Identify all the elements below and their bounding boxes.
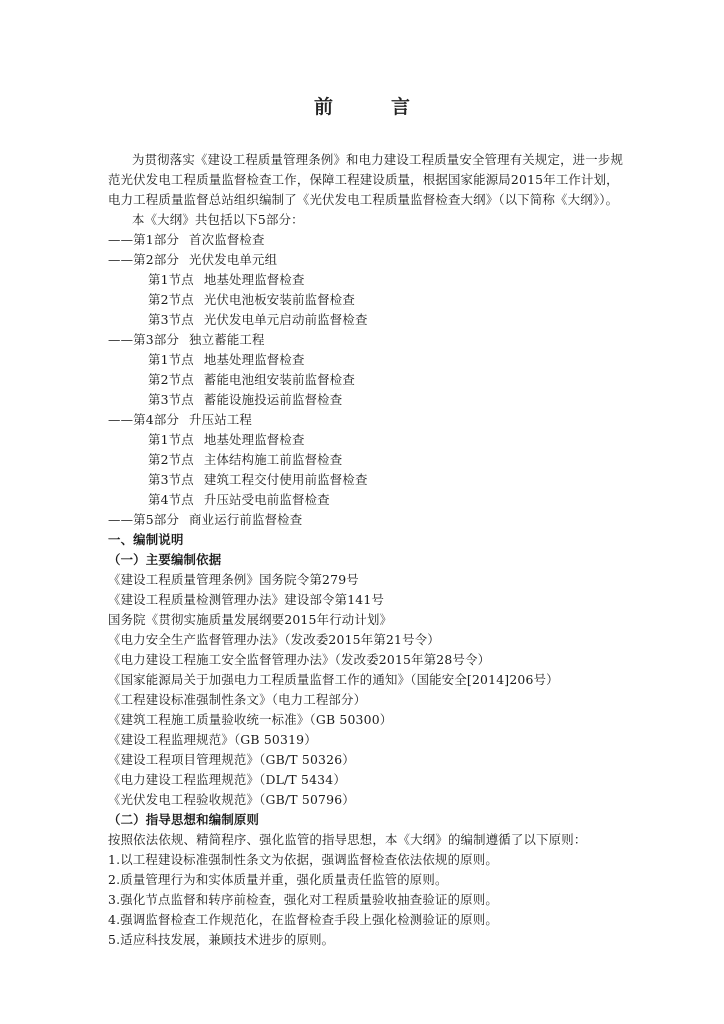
- basis-list: [108, 570, 628, 810]
- basis-item: 《建设工程监理规范》（GB 50319）: [108, 732, 317, 747]
- basis-item: 《国家能源局关于加强电力工程质量监督工作的通知》（国能安全[2014]206号）: [108, 672, 559, 687]
- outline-item: 第2节点 蓄能电池组安装前监督检查: [148, 372, 355, 387]
- basis-item: 《建设工程项目管理规范》（GB/T 50326）: [108, 752, 355, 767]
- outline-item: 第2节点 主体结构施工前监督检查: [148, 452, 343, 467]
- outline-item: ——第5部分 商业运行前监督检查: [108, 512, 303, 527]
- outline-item: 第1节点 地基处理监督检查: [148, 432, 305, 447]
- basis-item: 《电力建设工程施工安全监督管理办法》（发改委2015年第28号令）: [108, 652, 491, 667]
- outline-item: 第3节点 光伏发电单元启动前监督检查: [148, 312, 368, 327]
- basis-item: 《建设工程质量检测管理办法》建设部令第141号: [108, 592, 385, 607]
- title-part-2: 言: [391, 96, 411, 118]
- basis-item: 《工程建设标准强制性条文》（电力工程部分）: [108, 692, 367, 707]
- principle-item: 3.强化节点监督和转序前检查，强化对工程质量验收抽查验证的原则。: [108, 892, 498, 907]
- subsection-heading: （一）主要编制依据: [108, 552, 222, 567]
- outline-item: ——第1部分 首次监督检查: [108, 232, 265, 247]
- outline-item: 第1节点 地基处理监督检查: [148, 352, 305, 367]
- outline-item: 第4节点 升压站受电前监督检查: [148, 492, 330, 507]
- outline-item: 第3节点 建筑工程交付使用前监督检查: [148, 472, 368, 487]
- outline-item: 第3节点 蓄能设施投运前监督检查: [148, 392, 343, 407]
- basis-item: 《建设工程质量管理条例》国务院令第279号: [108, 572, 359, 587]
- principle-item: 5.适应科技发展，兼顾技术进步的原则。: [108, 932, 335, 947]
- principle-item: 2.质量管理行为和实体质量并重，强化质量责任监管的原则。: [108, 872, 448, 887]
- basis-item: 《建筑工程施工质量验收统一标准》（GB 50300）: [108, 712, 393, 727]
- outline-item: 第2节点 光伏电池板安装前监督检查: [148, 292, 355, 307]
- intro-summary: 本《大纲》共包括以下5部分：: [132, 212, 304, 227]
- principles-intro: 按照依法依规、精简程序、强化监管的指导思想，本《大纲》的编制遵循了以下原则：: [108, 832, 587, 847]
- outline-list: [108, 230, 628, 530]
- intro-paragraph: 为贯彻落实《建设工程质量管理条例》和电力建设工程质量安全管理有关规定，进一步规范光伏发电工程质量监督检查工作，保障工程建设质量，根据国家能源局2015年工作计划，电力工程质量监督总站组织编制了《光伏发电工程质量监督检查大纲》（以下简称《大纲》）。: [108, 152, 624, 207]
- page-title: [0, 92, 724, 119]
- basis-item: 《电力安全生产监督管理办法》（发改委2015年第21号令）: [108, 632, 440, 647]
- subsection-heading: （二）指导思想和编制原则: [108, 812, 260, 827]
- principle-item: 4.强调监督检查工作规范化，在监督检查手段上强化检测验证的原则。: [108, 912, 498, 927]
- outline-item: ——第4部分 升压站工程: [108, 412, 252, 427]
- principles-list: [108, 850, 628, 950]
- principle-item: 1.以工程建设标准强制性条文为依据，强调监督检查依法依规的原则。: [108, 852, 498, 867]
- outline-item: ——第3部分 独立蓄能工程: [108, 332, 265, 347]
- basis-item: 《电力建设工程监理规范》（DL/T 5434）: [108, 772, 346, 787]
- outline-item: 第1节点 地基处理监督检查: [148, 272, 305, 287]
- basis-item: 《光伏发电工程验收规范》（GB/T 50796）: [108, 792, 355, 807]
- title-part-1: 前: [313, 96, 333, 118]
- outline-item: ——第2部分 光伏发电单元组: [108, 252, 278, 267]
- document-body: [108, 150, 628, 950]
- basis-item: 国务院《贯彻实施质量发展纲要2015年行动计划》: [108, 612, 393, 627]
- section-heading: 一、编制说明: [108, 532, 184, 547]
